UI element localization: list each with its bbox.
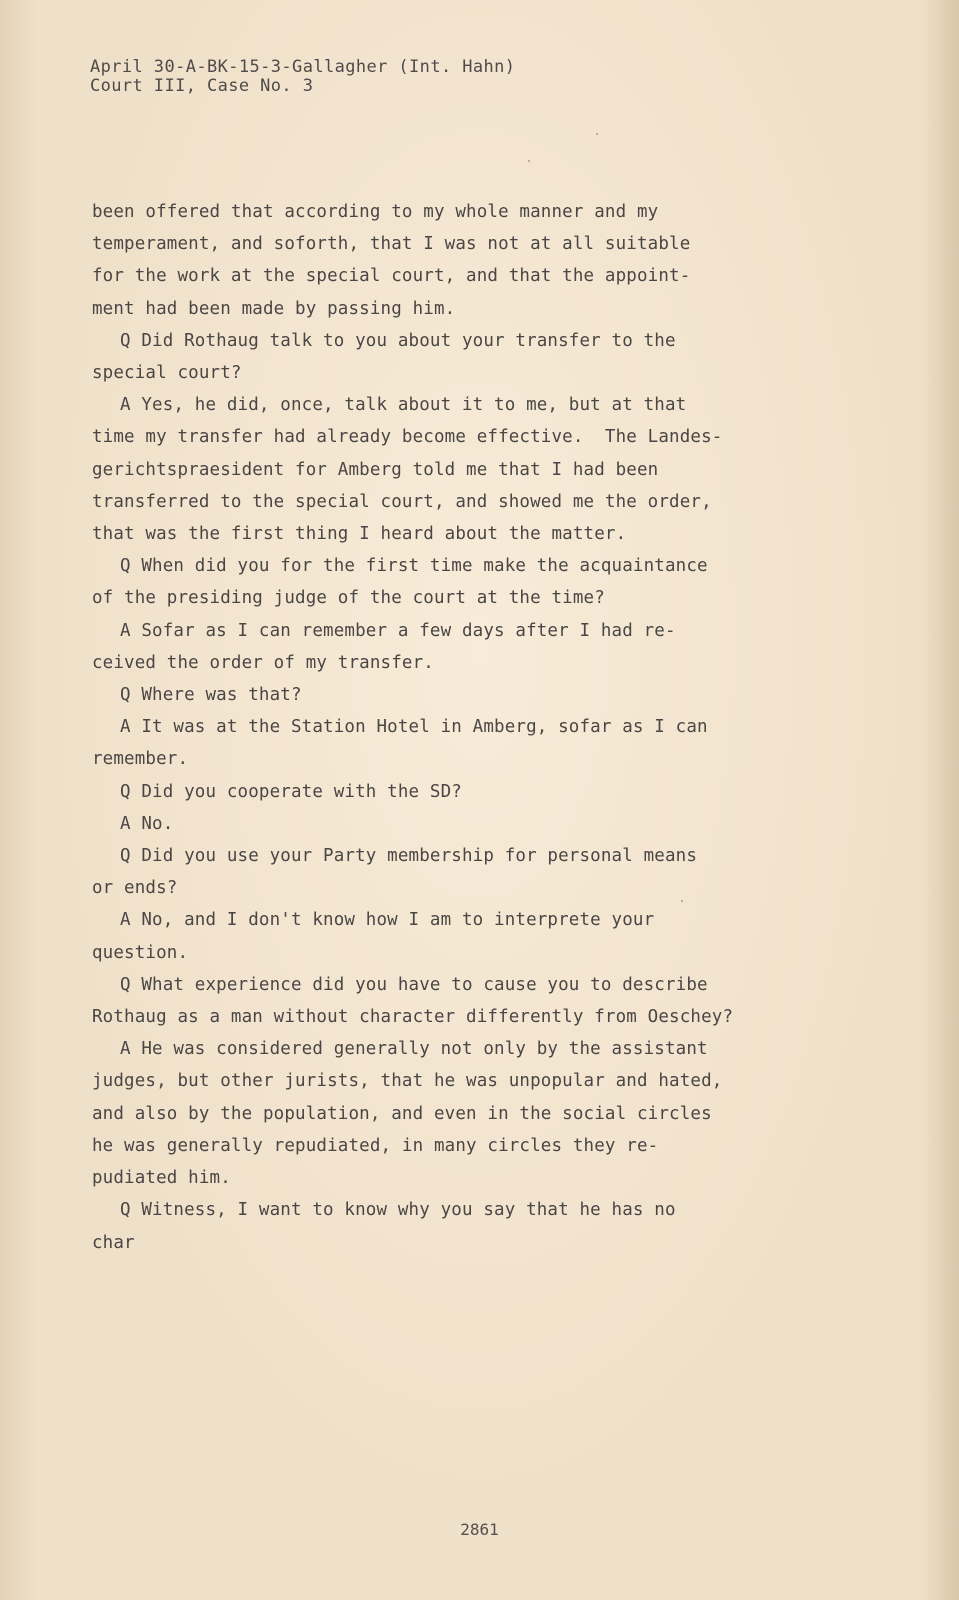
- transcript-line: and also by the population, and even in the social circles: [92, 1103, 712, 1124]
- transcript-line: been offered that according to my whole manner and my: [92, 202, 659, 222]
- transcript-line: A No.: [120, 813, 174, 834]
- transcript-line: ment had been made by passing him.: [92, 298, 456, 319]
- transcript-line: char: [92, 1232, 135, 1253]
- transcript-line: question.: [92, 942, 189, 963]
- transcript-paragraph: [92, 550, 852, 614]
- header-court-case: Court III, Case No. 3: [90, 76, 314, 96]
- transcript-line: Q Where was that?: [120, 685, 302, 706]
- transcript-line: gerichtspraesident for Amberg told me that I had been: [92, 459, 659, 480]
- transcript-line: judges, but other jurists, that he was unpopular and hated,: [92, 1071, 723, 1092]
- transcript-paragraph: [92, 679, 852, 711]
- transcript-line: A Yes, he did, once, talk about it to me, but at that: [120, 395, 687, 416]
- transcript-line: of the presiding judge of the court at the time?: [92, 588, 605, 609]
- transcript-line: that was the first thing I heard about the matter.: [92, 524, 627, 545]
- transcript-paragraph: [92, 711, 852, 775]
- transcript-line: Rothaug as a man without character differently from Oeschey?: [92, 1007, 734, 1028]
- transcript-line: pudiated him.: [92, 1168, 231, 1189]
- transcript-line: A No, and I don't know how I am to interprete your: [120, 910, 655, 931]
- transcript-paragraph: [92, 808, 852, 840]
- transcript-line: or ends?: [92, 878, 178, 899]
- transcript-line: Q Witness, I want to know why you say that he has no: [120, 1200, 676, 1221]
- transcript-line: Q When did you for the first time make the acquaintance: [120, 556, 708, 577]
- transcript-line: time my transfer had already become effective. The Landes-: [92, 427, 723, 448]
- transcript-line: special court?: [92, 363, 242, 384]
- transcript-paragraph: [92, 840, 852, 904]
- transcript-line: A He was considered generally not only by the assistant: [120, 1039, 708, 1060]
- transcript-paragraph: [92, 969, 852, 1033]
- transcript-line: Q Did you cooperate with the SD?: [120, 781, 462, 802]
- transcript-line: Q Did you use your Party membership for personal means: [120, 846, 698, 867]
- transcript-line: temperament, and soforth, that I was not at all suitable: [92, 234, 691, 255]
- document-header: [90, 58, 515, 96]
- header-case-reference: April 30-A-BK-15-3-Gallagher (Int. Hahn): [90, 57, 516, 77]
- transcript-line: Q Did Rothaug talk to you about your transfer to the: [120, 330, 676, 351]
- paper-speck: [681, 900, 683, 902]
- transcript-paragraph: [92, 615, 852, 679]
- transcript-paragraph: [92, 196, 852, 325]
- transcript-paragraph: [92, 389, 852, 550]
- transcript-paragraph: [92, 1194, 852, 1258]
- paper-speck: [528, 160, 530, 162]
- transcript-line: he was generally repudiated, in many circles they re-: [92, 1135, 659, 1156]
- transcript-paragraph: [92, 776, 852, 808]
- transcript-line: transferred to the special court, and showed me the order,: [92, 491, 712, 512]
- transcript-paragraph: [92, 904, 852, 968]
- page-number: 2861: [460, 1520, 499, 1539]
- transcript-paragraph: [92, 325, 852, 389]
- transcript-line: remember.: [92, 749, 189, 770]
- transcript-line: A Sofar as I can remember a few days after I had re-: [120, 620, 676, 641]
- transcript-line: ceived the order of my transfer.: [92, 652, 434, 673]
- transcript-paragraph: [92, 1033, 852, 1194]
- transcript-body: [92, 196, 852, 1259]
- paper-speck: [596, 133, 598, 135]
- transcript-line: A It was at the Station Hotel in Amberg, sofar as I can: [120, 717, 708, 738]
- transcript-line: for the work at the special court, and that the appoint-: [92, 266, 691, 287]
- transcript-line: Q What experience did you have to cause you to describe: [120, 974, 708, 995]
